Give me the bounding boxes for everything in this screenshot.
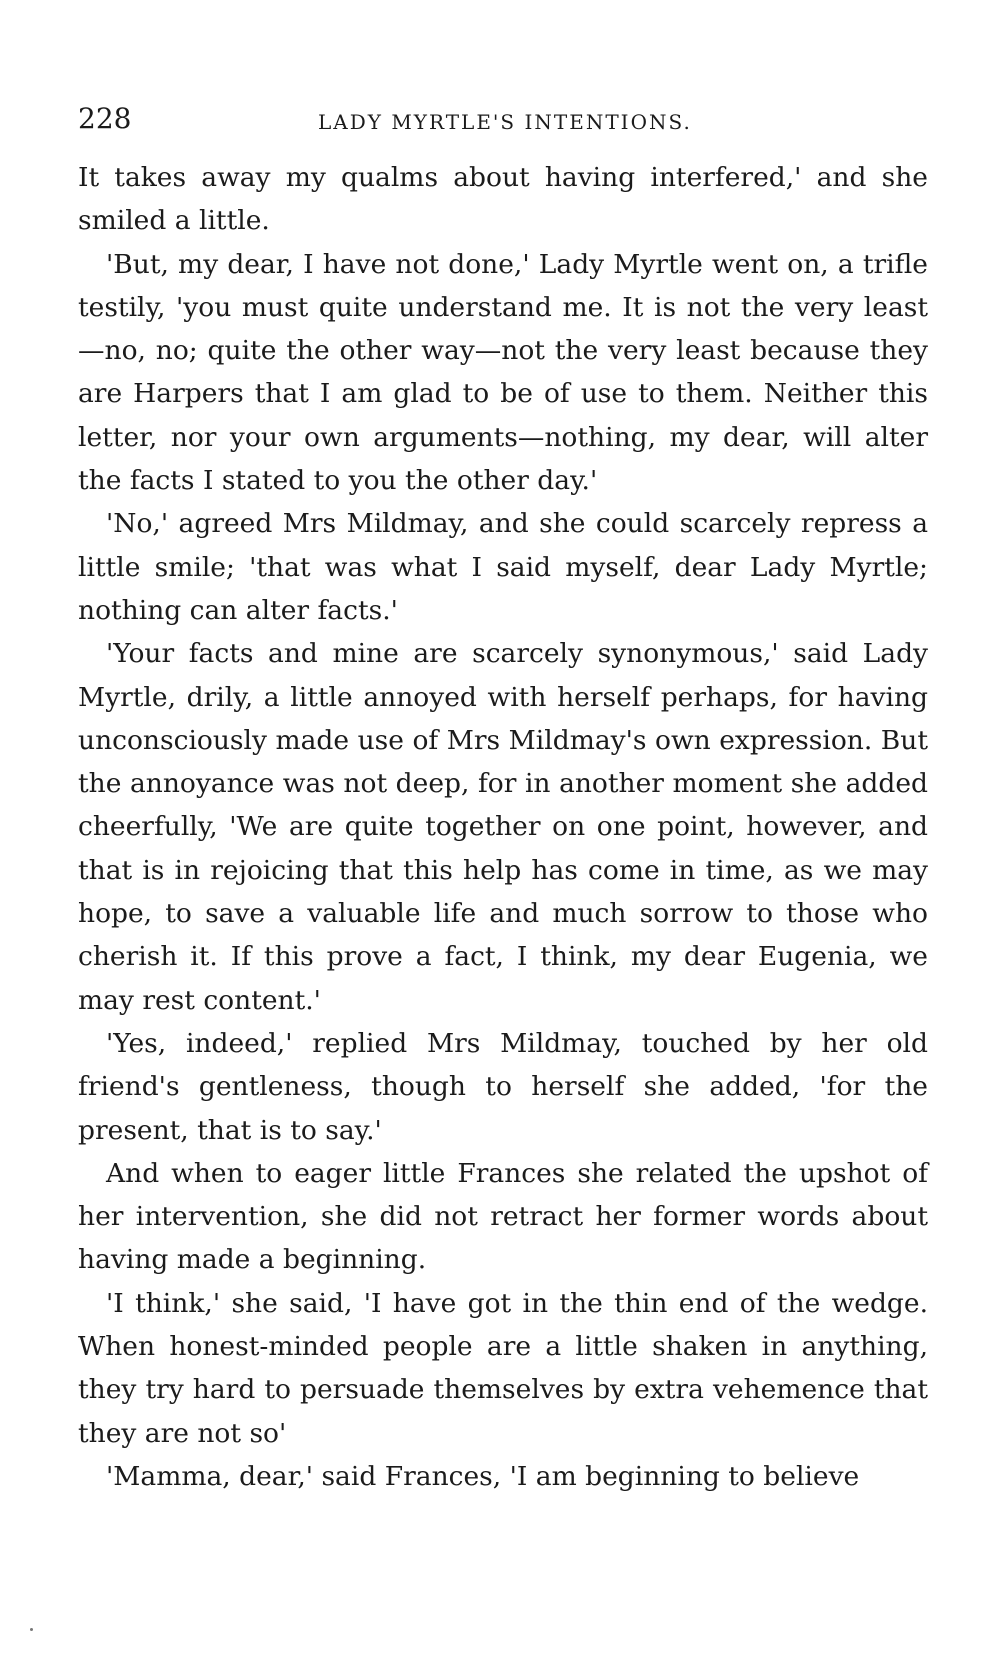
- paragraph: It takes away my qualms about having interfered,' and she smiled a little.: [78, 162, 928, 237]
- paragraph: 'Yes, indeed,' replied Mrs Mildmay, touched by her old friend's gentleness, though to herself she added, 'for the present, that is to say.': [78, 1027, 928, 1146]
- print-speck-icon: [30, 1628, 33, 1631]
- paragraph: And when to eager little Frances she related the upshot of her intervention, she did not retract her former words about having made a beginning.: [78, 1157, 928, 1276]
- paragraph: 'No,' agreed Mrs Mildmay, and she could scarcely repress a little smile; 'that was what I said myself, dear Lady Myrtle; nothing can alter facts.': [78, 508, 928, 626]
- paragraph: 'Mamma, dear,' said Frances, 'I am beginning to believe: [106, 1460, 860, 1492]
- page-body: [78, 156, 928, 1498]
- running-title: LADY MYRTLE'S INTENTIONS.: [318, 110, 692, 134]
- paragraph: 'I think,' she said, 'I have got in the thin end of the wedge. When honest-minded people are a little shaken in anything, they try hard to persuade themselves by extra vehemence that they are not so': [78, 1287, 928, 1449]
- paragraph: 'But, my dear, I have not done,' Lady Myrtle went on, a trifle testily, 'you must quite understand me. It is not the very least—no, no; quite the other way—not the very least because they are Harpers that I am glad to be of use to them. Neither this letter, nor your own arguments—nothing, my dear, will alter the facts I stated to you the other day.': [78, 248, 928, 497]
- page-number: 228: [78, 102, 132, 135]
- paragraph: 'Your facts and mine are scarcely synonymous,' said Lady Myrtle, drily, a little annoyed with herself perhaps, for having unconsciously made use of Mrs Mildmay's own expression. But the annoyance was not deep, for in another moment she added cheerfully, 'We are quite together on one point, however, and that is in rejoicing that this help has come in time, as we may hope, to save a valuable life and much sorrow to those who cherish it. If this prove a fact, I think, my dear Eugenia, we may rest content.': [78, 638, 928, 1016]
- page-header: [78, 102, 928, 142]
